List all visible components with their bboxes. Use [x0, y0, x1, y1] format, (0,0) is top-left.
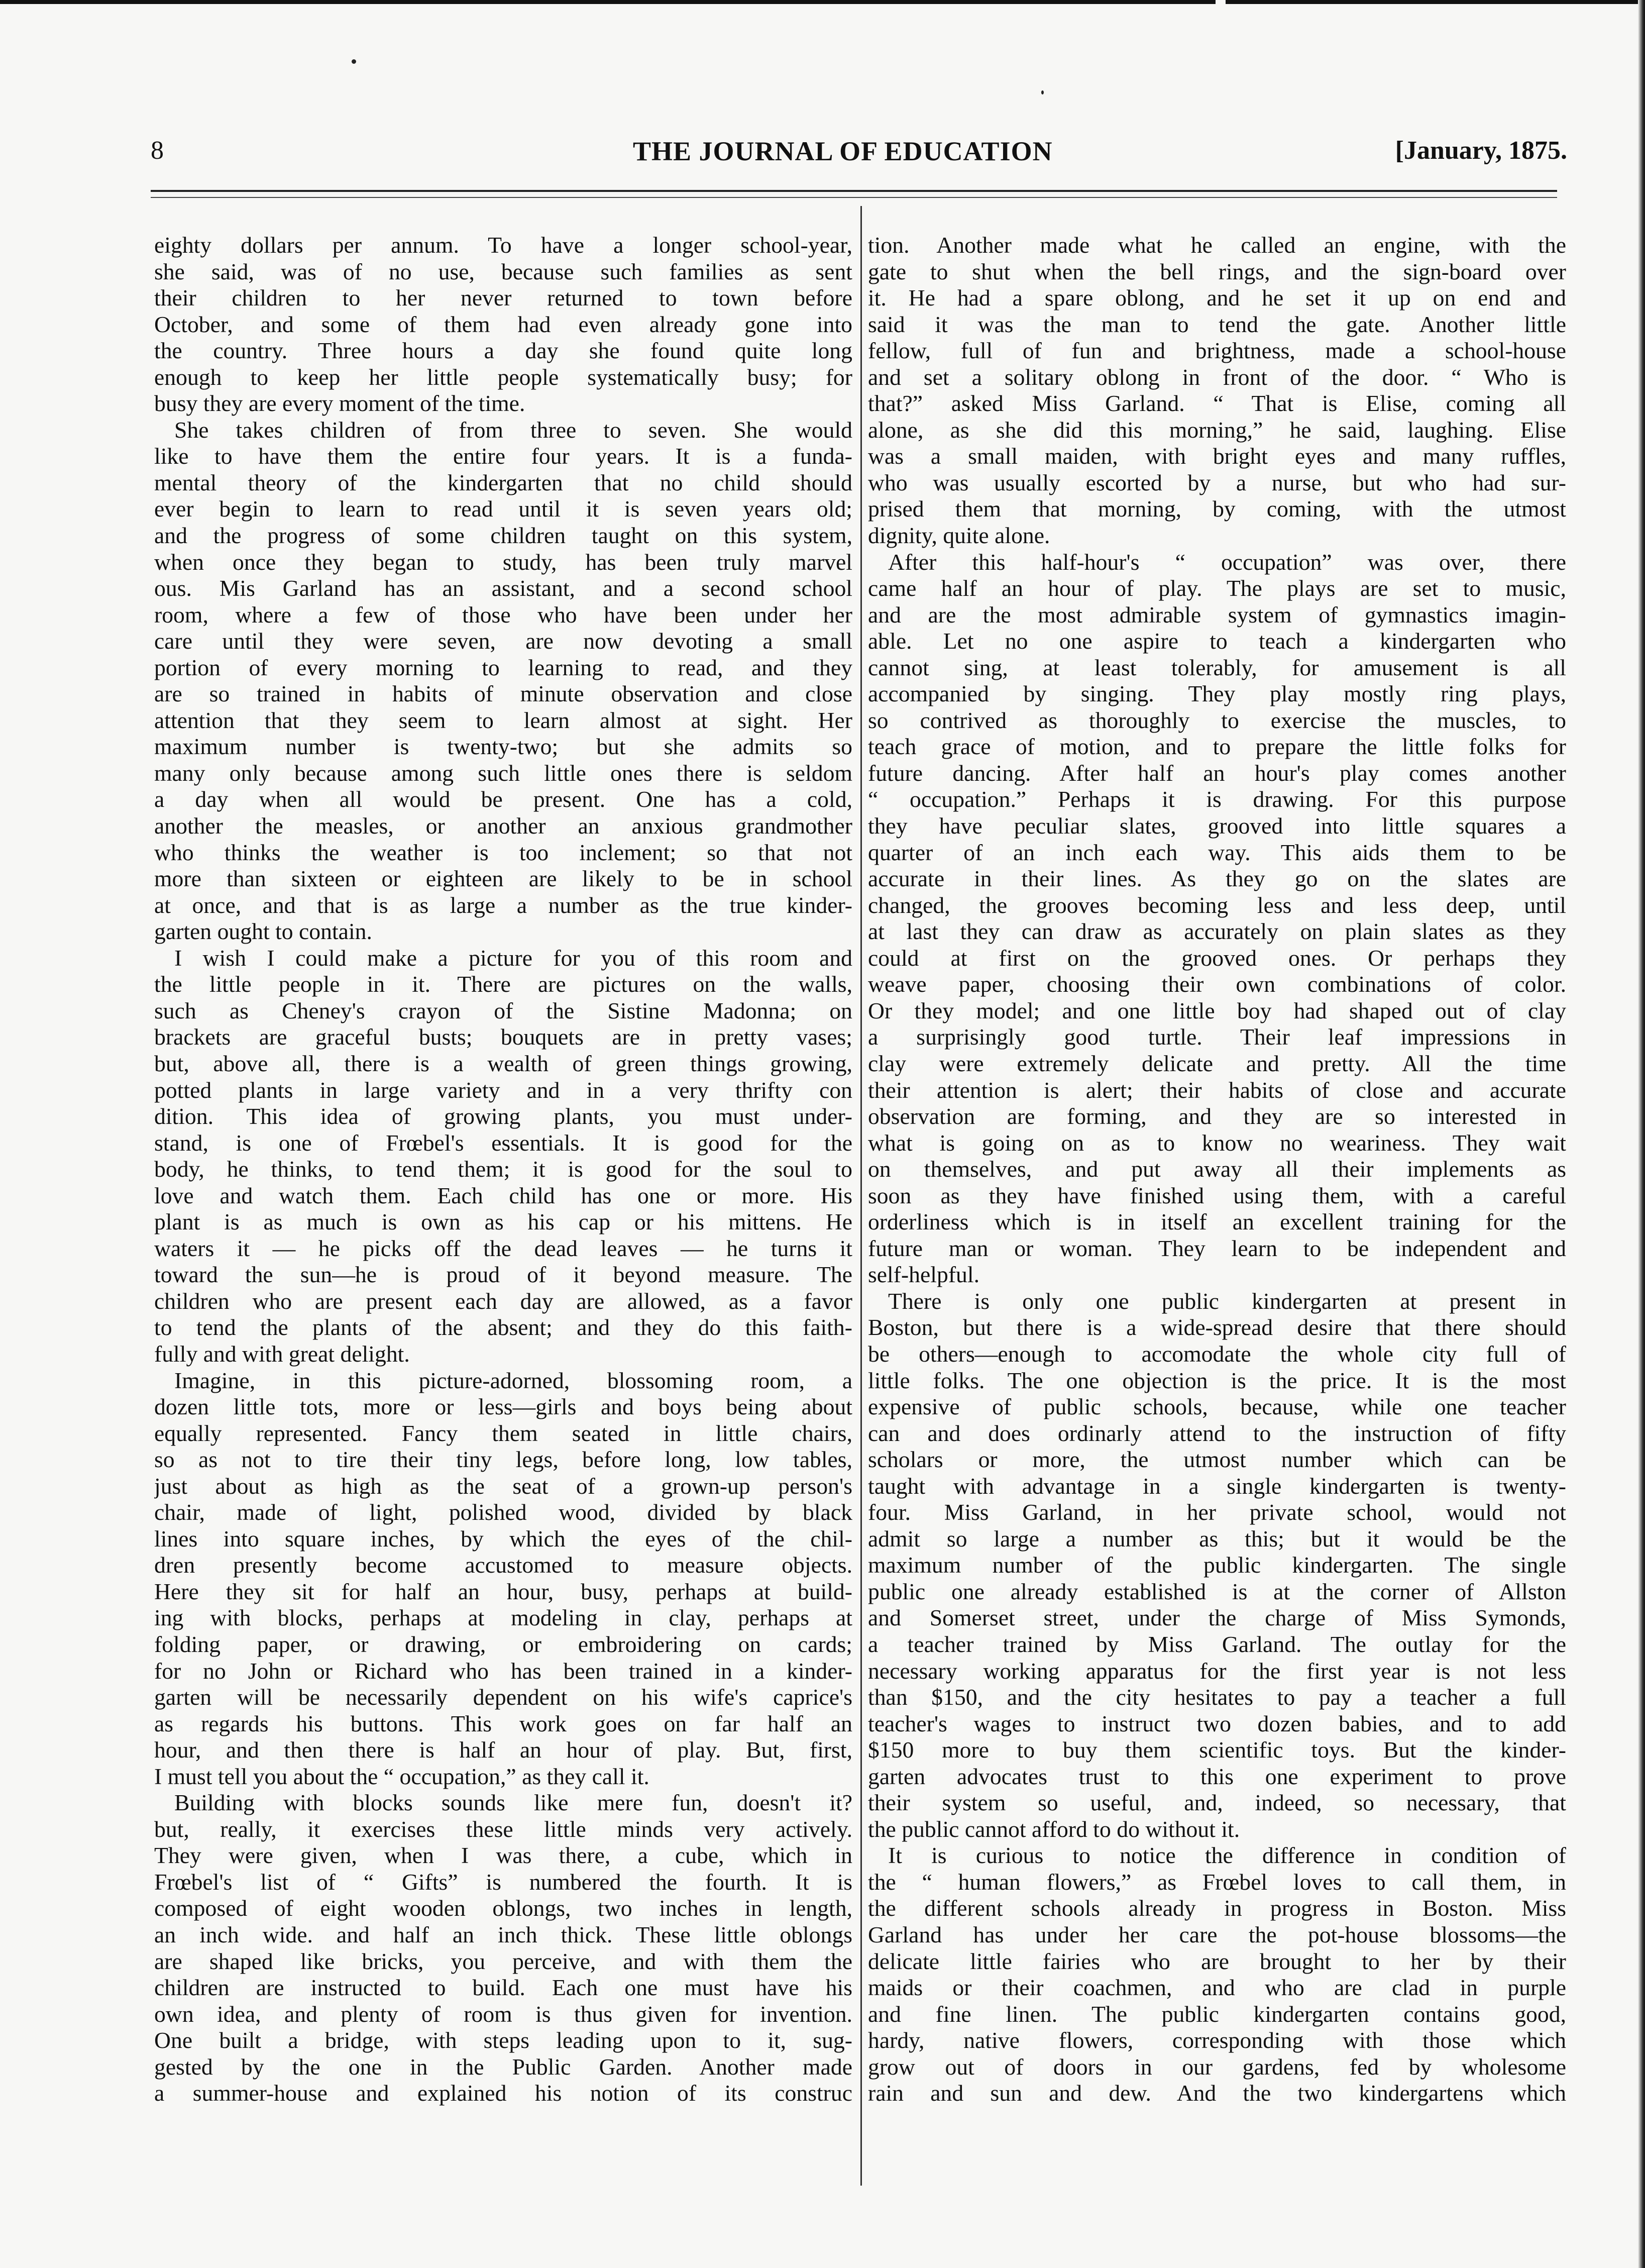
text-line: Garland has under her care the pot-house blossoms—the: [868, 1922, 1566, 1947]
text-line: who thinks the weather is too inclement; so that not: [154, 839, 852, 865]
text-line: love and watch them. Each child has one or more. His: [154, 1182, 852, 1208]
text-line: They were given, when I was there, a cube, which in: [154, 1842, 852, 1869]
text-line: hour, and then there is half an hour of play. But, first,: [154, 1737, 852, 1763]
text-line: who was usually escorted by a nurse, but who had sur-: [868, 469, 1566, 495]
text-line: room, where a few of those who have been under her: [154, 601, 852, 628]
text-line: maximum number is twenty-two; but she admits so: [154, 734, 852, 760]
text-line: dignity, quite alone.: [868, 523, 1050, 549]
text-line: weave paper, choosing their own combinations of color.: [868, 971, 1566, 997]
text-line: another the measles, or another an anxious grandmother: [154, 813, 852, 839]
text-line: such as Cheney's crayon of the Sistine Madonna; on: [154, 997, 852, 1023]
text-line: a day when all would be present. One has a cold,: [154, 786, 852, 812]
text-line: the “ human flowers,” as Frœbel loves to call them, in: [868, 1869, 1566, 1895]
text-line: it. He had a spare oblong, and he set it up on end and: [868, 285, 1566, 311]
text-line: lines into square inches, by which the eyes of the chil-: [154, 1525, 852, 1552]
text-line: ever begin to learn to read until it is seven years old;: [154, 496, 852, 522]
text-line: and Somerset street, under the charge of Miss Symonds,: [868, 1605, 1566, 1631]
text-line: mental theory of the kindergarten that no child should: [154, 469, 852, 495]
text-line: could at first on the grooved ones. Or perhaps they: [868, 945, 1566, 971]
text-line: own idea, and plenty of room is thus given for invention.: [154, 2001, 852, 2027]
issue-date: [January, 1875.: [1395, 136, 1567, 165]
text-line: as regards his buttons. This work goes on far half an: [154, 1710, 852, 1736]
text-line: attention that they seem to learn almost at sight. Her: [154, 707, 852, 733]
text-line: they have peculiar slates, grooved into little squares a: [868, 813, 1566, 839]
text-line: self-helpful.: [868, 1262, 980, 1288]
text-line: what is going on as to know no weariness. They wait: [868, 1129, 1566, 1156]
header-rule: [151, 190, 1557, 192]
text-line: a summer-house and explained his notion of its construc: [154, 2080, 852, 2106]
text-line: tion. Another made what he called an engine, with the: [868, 232, 1566, 258]
text-line: she said, was of no use, because such families as sent: [154, 258, 852, 284]
text-line: are so trained in habits of minute observation and close: [154, 681, 852, 707]
text-line: but, above all, there is a wealth of green things growing,: [154, 1050, 852, 1076]
column-divider: [860, 206, 862, 2186]
text-line: garten will be necessarily dependent on his wife's caprice's: [154, 1684, 852, 1710]
text-line: at once, and that is as large a number as the true kinder-: [154, 892, 852, 918]
text-line: prised them that morning, by coming, with the utmost: [868, 496, 1566, 522]
text-line: children who are present each day are allowed, as a favor: [154, 1288, 852, 1314]
text-line: delicate little fairies who are brought to her by their: [868, 1948, 1566, 1974]
text-line: “ occupation.” Perhaps it is drawing. For this purpose: [868, 786, 1566, 812]
journal-title: THE JOURNAL OF EDUCATION: [633, 136, 1053, 166]
text-line: future man or woman. They learn to be independent and: [868, 1235, 1566, 1261]
text-line: waters it — he picks off the dead leaves — he turns it: [154, 1235, 852, 1261]
text-line: dozen little tots, more or less—girls and boys being about: [154, 1394, 852, 1420]
text-line: said it was the man to tend the gate. Another little: [868, 311, 1566, 337]
text-line: chair, made of light, polished wood, divided by black: [154, 1499, 852, 1525]
scan-speck: [352, 59, 356, 64]
text-line: dition. This idea of growing plants, you must under-: [154, 1103, 852, 1129]
text-line: admit so large a number as this; but it would be the: [868, 1525, 1566, 1552]
text-line: accurate in their lines. As they go on the slates are: [868, 866, 1566, 892]
text-line: able. Let no one aspire to teach a kindergarten who: [868, 628, 1566, 654]
text-line: many only because among such little ones there is seldom: [154, 760, 852, 786]
text-line: busy they are every moment of the time.: [154, 390, 525, 417]
text-line: October, and some of them had even already gone into: [154, 311, 852, 337]
text-line: I must tell you about the “ occupation,” as they call it.: [154, 1763, 649, 1789]
text-line: like to have them the entire four years. It is a funda-: [154, 443, 852, 469]
scan-top-border-gap: [1216, 0, 1226, 4]
text-line: One built a bridge, with steps leading upon to it, sug-: [154, 2027, 852, 2053]
text-line: hardy, native flowers, corresponding with those which: [868, 2027, 1566, 2053]
text-line: care until they were seven, are now devoting a small: [154, 628, 852, 654]
text-line: and are the most admirable system of gymnastics imagin-: [868, 601, 1566, 628]
text-line: expensive of public schools, because, while one teacher: [868, 1394, 1566, 1420]
text-line: soon as they have finished using them, with a careful: [868, 1182, 1566, 1208]
text-line: on themselves, and put away all their implements as: [868, 1156, 1566, 1182]
text-line: She takes children of from three to seven. She would: [174, 417, 852, 443]
text-line: the different schools already in progress in Boston. Miss: [868, 1895, 1566, 1921]
page-header: [151, 136, 1567, 176]
text-line: maids or their coachmen, and who are clad in purple: [868, 1975, 1566, 2001]
text-line: Boston, but there is a wide-spread desire that there should: [868, 1314, 1566, 1341]
text-line: and set a solitary oblong in front of the door. “ Who is: [868, 364, 1566, 390]
text-line: toward the sun—he is proud of it beyond measure. The: [154, 1262, 852, 1288]
text-line: teach grace of motion, and to prepare the little folks for: [868, 734, 1566, 760]
text-line: public one already established is at the corner of Allston: [868, 1578, 1566, 1604]
text-line: I wish I could make a picture for you of this room and: [174, 945, 852, 971]
text-line: that?” asked Miss Garland. “ That is Elise, coming all: [868, 390, 1566, 417]
text-line: stand, is one of Frœbel's essentials. It is good for the: [154, 1129, 852, 1156]
text-line: brackets are graceful busts; bouquets are in pretty vases;: [154, 1024, 852, 1050]
text-line: are shaped like bricks, you perceive, and with them the: [154, 1948, 852, 1974]
left-column: [154, 232, 852, 2107]
text-line: portion of every morning to learning to read, and they: [154, 654, 852, 680]
text-line: garten advocates trust to this one experiment to prove: [868, 1763, 1566, 1789]
text-line: teacher's wages to instruct two dozen babies, and to add: [868, 1710, 1566, 1736]
text-line: and the progress of some children taught on this system,: [154, 523, 852, 549]
text-line: folding paper, or drawing, or embroidering on cards;: [154, 1631, 852, 1657]
text-line: grow out of doors in our gardens, fed by wholesome: [868, 2053, 1566, 2080]
text-line: future dancing. After half an hour's play comes another: [868, 760, 1566, 786]
scan-top-border: [0, 0, 1645, 4]
text-line: ous. Mis Garland has an assistant, and a second school: [154, 575, 852, 601]
text-line: Here they sit for half an hour, busy, perhaps at build-: [154, 1578, 852, 1604]
text-line: their children to her never returned to town before: [154, 285, 852, 311]
text-line: After this half-hour's “ occupation” was over, there: [888, 549, 1566, 575]
text-line: children are instructed to build. Each one must have his: [154, 1975, 852, 2001]
text-line: taught with advantage in a single kindergarten is twenty-: [868, 1473, 1566, 1499]
text-line: little folks. The one objection is the price. It is the most: [868, 1367, 1566, 1393]
text-line: than $150, and the city hesitates to pay a teacher a full: [868, 1684, 1566, 1710]
text-line: came half an hour of play. The plays are set to music,: [868, 575, 1566, 601]
text-line: the country. Three hours a day she found quite long: [154, 338, 852, 364]
text-line: dren presently become accustomed to measure objects.: [154, 1552, 852, 1578]
text-line: There is only one public kindergarten at present in: [888, 1288, 1566, 1314]
text-line: cannot sing, at least tolerably, for amusement is all: [868, 654, 1566, 680]
text-line: Building with blocks sounds like mere fun, doesn't it?: [174, 1790, 852, 1816]
text-line: rain and sun and dew. And the two kindergartens which: [868, 2080, 1566, 2106]
text-line: equally represented. Fancy them seated in little chairs,: [154, 1420, 852, 1446]
text-line: at last they can draw as accurately on plain slates as they: [868, 918, 1566, 945]
text-line: composed of eight wooden oblongs, two inches in length,: [154, 1895, 852, 1921]
text-line: a teacher trained by Miss Garland. The outlay for the: [868, 1631, 1566, 1657]
text-line: garten ought to contain.: [154, 918, 372, 945]
text-line: so as not to tire their tiny legs, before long, low tables,: [154, 1447, 852, 1473]
text-line: alone, as she did this morning,” he said, laughing. Elise: [868, 417, 1566, 443]
text-line: Or they model; and one little boy had shaped out of clay: [868, 997, 1566, 1023]
text-line: fellow, full of fun and brightness, made a school-house: [868, 338, 1566, 364]
text-line: an inch wide. and half an inch thick. These little oblongs: [154, 1922, 852, 1947]
text-line: observation are forming, and they are so interested in: [868, 1103, 1566, 1129]
text-line: maximum number of the public kindergarten. The single: [868, 1552, 1566, 1578]
right-column: [868, 232, 1566, 2107]
text-line: changed, the grooves becoming less and less deep, until: [868, 892, 1566, 918]
text-line: four. Miss Garland, in her private school, would not: [868, 1499, 1566, 1525]
text-line: plant is as much is own as his cap or his mittens. He: [154, 1209, 852, 1235]
text-line: for no John or Richard who has been trained in a kinder-: [154, 1658, 852, 1684]
text-line: a surprisingly good turtle. Their leaf impressions in: [868, 1024, 1566, 1050]
text-line: eighty dollars per annum. To have a longer school-year,: [154, 232, 852, 258]
text-line: enough to keep her little people systematically busy; for: [154, 364, 852, 390]
text-line: when once they began to study, has been truly marvel: [154, 549, 852, 575]
text-line: so contrived as thoroughly to exercise the muscles, to: [868, 707, 1566, 733]
text-line: just about as high as the seat of a grown-up person's: [154, 1473, 852, 1499]
text-line: body, he thinks, to tend them; it is good for the soul to: [154, 1156, 852, 1182]
text-line: more than sixteen or eighteen are likely to be in school: [154, 866, 852, 892]
text-line: gested by the one in the Public Garden. Another made: [154, 2053, 852, 2080]
text-line: $150 more to buy them scientific toys. But the kinder-: [868, 1737, 1566, 1763]
text-line: scholars or more, the utmost number which can be: [868, 1447, 1566, 1473]
header-rule-thin: [151, 197, 1557, 198]
text-line: be others—enough to accomodate the whole city full of: [868, 1341, 1566, 1367]
text-line: potted plants in large variety and in a very thrifty con: [154, 1077, 852, 1103]
text-line: Frœbel's list of “ Gifts” is numbered the fourth. It is: [154, 1869, 852, 1895]
text-line: can and does ordinarly attend to the instruction of fifty: [868, 1420, 1566, 1446]
text-line: to tend the plants of the absent; and they do this faith-: [154, 1314, 852, 1341]
text-line: necessary working apparatus for the first year is not less: [868, 1658, 1566, 1684]
text-line: quarter of an inch each way. This aids them to be: [868, 839, 1566, 865]
text-line: but, really, it exercises these little minds very actively.: [154, 1816, 852, 1842]
text-line: the public cannot afford to do without it.: [868, 1816, 1240, 1842]
text-line: and fine linen. The public kindergarten contains good,: [868, 2001, 1566, 2027]
text-line: clay were extremely delicate and pretty. All the time: [868, 1050, 1566, 1076]
text-line: the little people in it. There are pictures on the walls,: [154, 971, 852, 997]
text-line: It is curious to notice the difference in condition of: [888, 1842, 1566, 1869]
text-line: Imagine, in this picture-adorned, blossoming room, a: [174, 1367, 852, 1393]
text-line: ing with blocks, perhaps at modeling in clay, perhaps at: [154, 1605, 852, 1631]
scan-right-edge: [1638, 0, 1645, 2268]
text-line: fully and with great delight.: [154, 1341, 410, 1367]
text-line: accompanied by singing. They play mostly ring plays,: [868, 681, 1566, 707]
text-line: their system so useful, and, indeed, so necessary, that: [868, 1790, 1566, 1816]
scan-speck: [1041, 90, 1044, 94]
text-line: gate to shut when the bell rings, and the sign-board over: [868, 258, 1566, 284]
text-line: their attention is alert; their habits of close and accurate: [868, 1077, 1566, 1103]
text-line: orderliness which is in itself an excellent training for the: [868, 1209, 1566, 1235]
page-number: 8: [151, 136, 164, 165]
text-line: was a small maiden, with bright eyes and many ruffles,: [868, 443, 1566, 469]
